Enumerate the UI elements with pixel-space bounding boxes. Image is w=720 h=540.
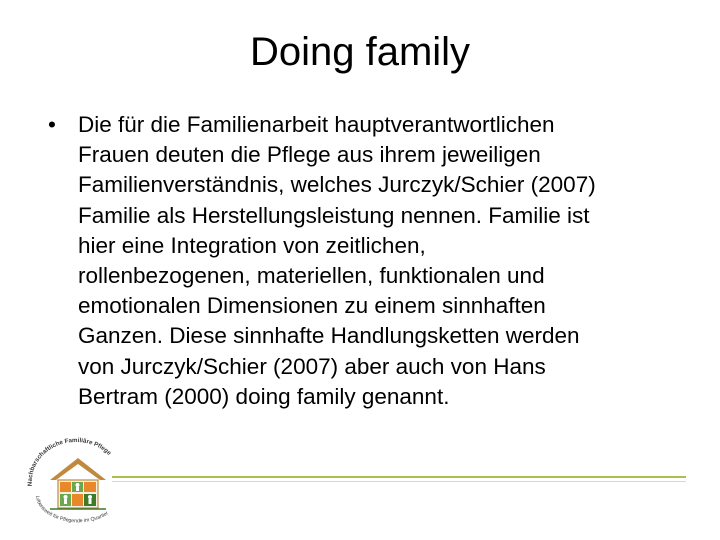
bullet-item: [40, 110, 680, 412]
footer-divider: [112, 476, 686, 478]
slide-title: Doing family: [249, 30, 471, 74]
footer-divider-secondary: [112, 481, 686, 482]
bullet-line: Bertram (2000) doing family genannt.: [78, 383, 450, 409]
roof-icon: [50, 458, 106, 480]
tile-icon: [60, 482, 71, 492]
bullet-marker: •: [48, 112, 56, 137]
bullet-text: [78, 110, 680, 412]
bullet-line: rollenbezogenen, materiellen, funktionalen und: [78, 263, 545, 289]
bullet-line: emotionalen Dimensionen zu einem sinnhaften: [78, 293, 546, 319]
bullet-line: Familie als Herstellungsleistung nennen. Familie ist: [78, 202, 590, 228]
bullet-line: Ganzen. Diese sinnhafte Handlungsketten werden: [78, 323, 580, 349]
tile-icon: [84, 482, 96, 492]
bullet-list: [40, 110, 680, 412]
organization-logo: [20, 436, 138, 524]
bullet-line: hier eine Integration von zeitlichen,: [78, 232, 426, 258]
bullet-line: Die für die Familienarbeit hauptverantwortlichen: [78, 112, 555, 137]
logo-text-bottom: Lebenswelt für Pflegende im Quartier: [33, 495, 110, 524]
bullet-line: von Jurczyk/Schier (2007) aber auch von Hans: [78, 353, 546, 379]
bullet-line: Familienverständnis, welches Jurczyk/Schier (2007): [78, 172, 596, 198]
bullet-line: Frauen deuten die Pflege aus ihrem jeweiligen: [78, 142, 541, 168]
tile-icon: [72, 494, 83, 506]
logo-text-top: Nachbarschaftliche Familiäre Pflege: [26, 436, 113, 487]
